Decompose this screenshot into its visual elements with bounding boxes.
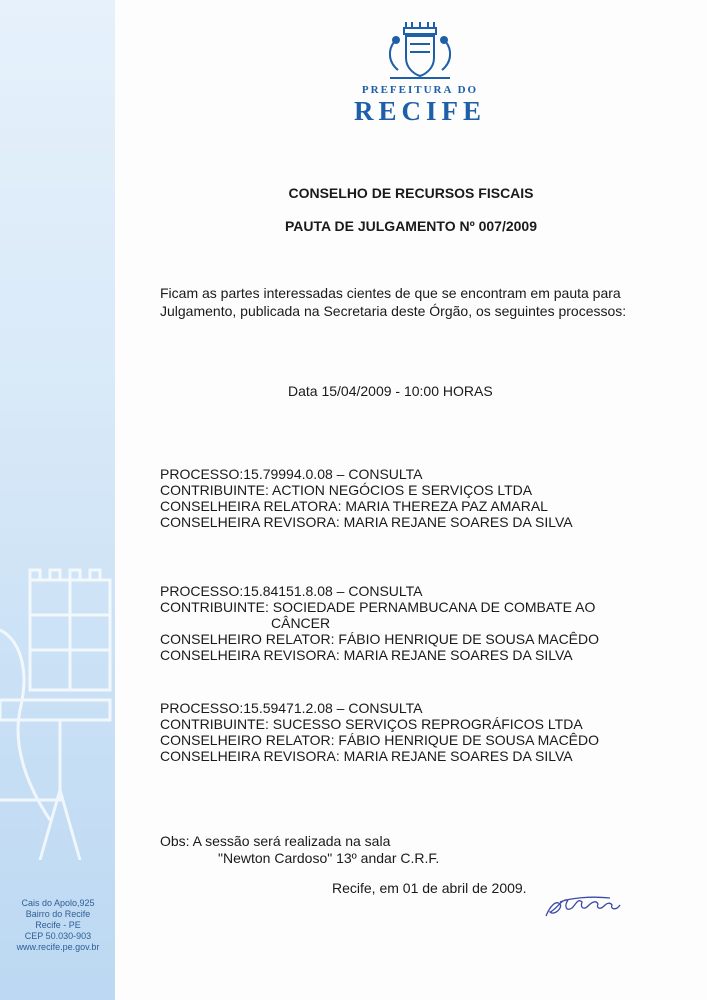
address-block (4, 898, 112, 953)
obs-line: Obs: A sessão será realizada na sala (160, 833, 391, 849)
rapporteur: CONSELHEIRO RELATOR: FÁBIO HENRIQUE DE SOUSA MACÊDO (160, 631, 600, 647)
process-number: PROCESSO:15.84151.8.08 – CONSULTA (160, 583, 423, 599)
letterhead-sidebar (0, 0, 115, 1000)
intro-line: Julgamento, publicada na Secretaria deste Órgão, os seguintes processos: (160, 303, 627, 319)
document-title: CONSELHO DE RECURSOS FISCAIS (288, 185, 534, 201)
contributor: CONTRIBUINTE: SUCESSO SERVIÇOS REPROGRÁFICOS LTDA (160, 716, 583, 732)
logo-prefeitura-text: PREFEITURA DO (361, 84, 479, 96)
session-date: Data 15/04/2009 - 10:00 HORAS (288, 383, 493, 399)
logo-city-text: RECIFE (353, 96, 486, 126)
address-line: CEP 50.030-903 (24, 931, 92, 941)
observation-note (160, 833, 439, 867)
address-line: Recife - PE (35, 920, 81, 930)
intro-line: Ficam as partes interessadas cientes de que se encontram em pauta para (160, 285, 621, 301)
reviewer: CONSELHEIRA REVISORA: MARIA REJANE SOARES DA SILVA (160, 647, 573, 663)
handwritten-signature (540, 888, 645, 924)
contributor: CONTRIBUINTE: ACTION NEGÓCIOS E SERVIÇOS LTDA (160, 482, 533, 498)
website-link[interactable]: www.recife.pe.gov.br (16, 942, 100, 952)
address-line: Cais do Apolo,925 (21, 898, 95, 908)
intro-paragraph (160, 284, 660, 320)
process-entry (160, 700, 680, 764)
contributor-continuation: CÂNCER (271, 615, 331, 631)
rapporteur: CONSELHEIRO RELATOR: FÁBIO HENRIQUE DE SOUSA MACÊDO (160, 732, 600, 748)
process-number: PROCESSO:15.59471.2.08 – CONSULTA (160, 700, 423, 716)
coat-of-arms-icon (384, 22, 456, 82)
recife-logo (345, 22, 495, 126)
city-emblem-watermark (0, 560, 115, 860)
address-line: Bairro do Recife (25, 909, 91, 919)
obs-line: "Newton Cardoso" 13º andar C.R.F. (218, 850, 440, 866)
contributor: CONTRIBUINTE: SOCIEDADE PERNAMBUCANA DE COMBATE AO (160, 599, 596, 615)
process-entry (160, 583, 680, 663)
document-subtitle: PAUTA DE JULGAMENTO Nº 007/2009 (285, 218, 537, 234)
rapporteur: CONSELHEIRA RELATORA: MARIA THEREZA PAZ AMARAL (160, 498, 548, 514)
signature-date: Recife, em 01 de abril de 2009. (332, 880, 527, 896)
process-number: PROCESSO:15.79994.0.08 – CONSULTA (160, 466, 423, 482)
reviewer: CONSELHEIRA REVISORA: MARIA REJANE SOARES DA SILVA (160, 514, 573, 530)
reviewer: CONSELHEIRA REVISORA: MARIA REJANE SOARES DA SILVA (160, 748, 573, 764)
process-entry (160, 466, 680, 530)
